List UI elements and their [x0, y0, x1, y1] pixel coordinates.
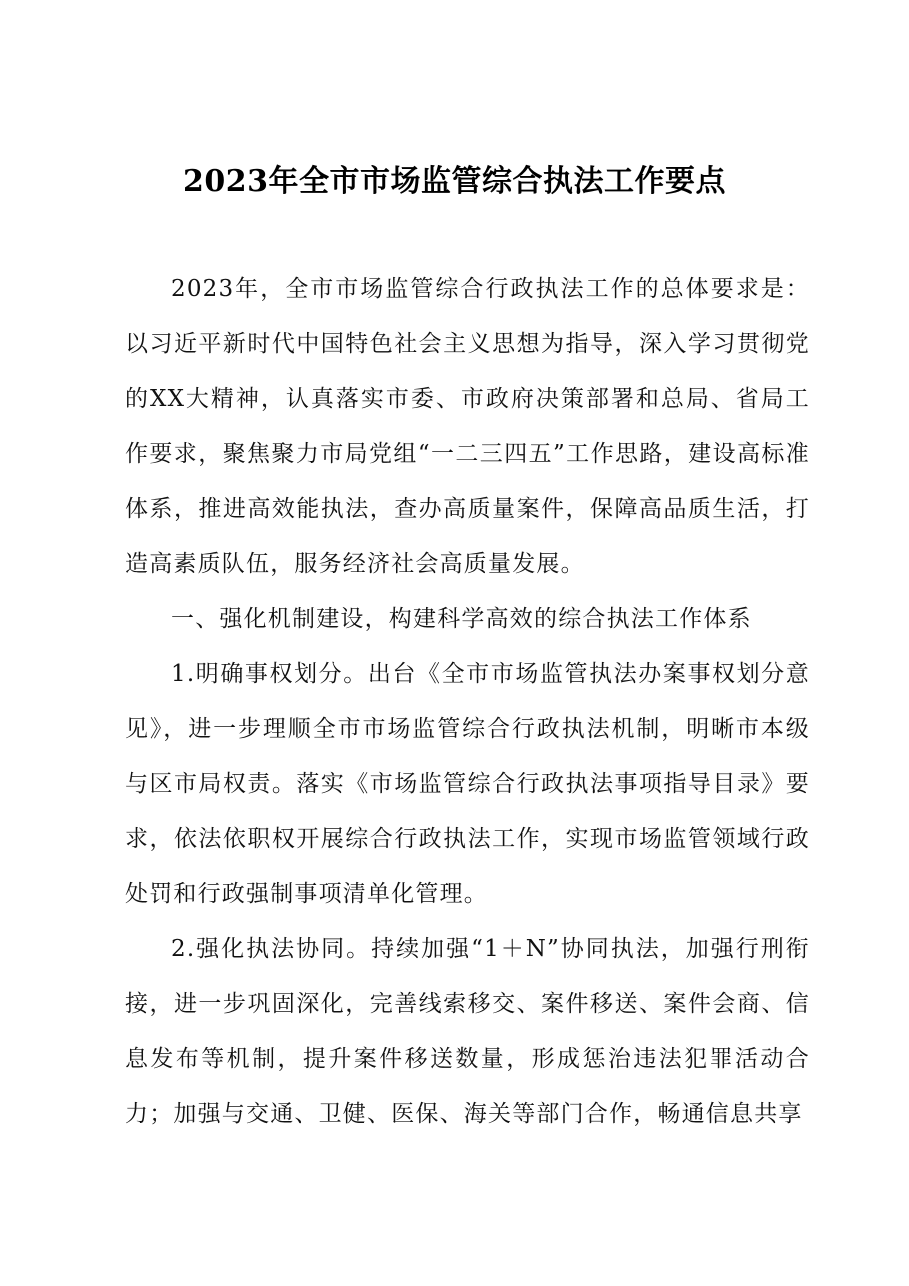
- document-body: [125, 262, 810, 1142]
- section-heading-1: 一、强化机制建设，构建科学高效的综合执法工作体系: [171, 606, 752, 632]
- paragraph-item-2: 2.强化执法协同。持续加强“1＋N”协同执法，加强行刑衔接，进一步巩固深化，完善线索移交、案件移送、案件会商、信息发布等机制，提升案件移送数量，形成惩治违法犯罪活动合力；加强与交通、卫健、医保、海关等部门合作，畅通信息共享: [125, 936, 810, 1127]
- paragraph-item-1: 1.明确事权划分。出台《全市市场监管执法办案事权划分意见》，进一步理顺全市市场监管综合行政执法机制，明晰市本级与区市局权责。落实《市场监管综合行政执法事项指导目录》要求，依法依职权开展综合行政执法工作，实现市场监管领域行政处罚和行政强制事项清单化管理。: [125, 661, 810, 907]
- document-title: 2023年全市市场监管综合执法工作要点: [183, 164, 726, 199]
- paragraph-intro: 2023年，全市市场监管综合行政执法工作的总体要求是：以习近平新时代中国特色社会主义思想为指导，深入学习贯彻党的XX大精神，认真落实市委、市政府决策部署和总局、省局工作要求，聚焦聚力市局党组“一二三四五”工作思路，建设高标准体系，推进高效能执法，查办高质量案件，保障高品质生活，打造高素质队伍，服务经济社会高质量发展。: [125, 276, 810, 577]
